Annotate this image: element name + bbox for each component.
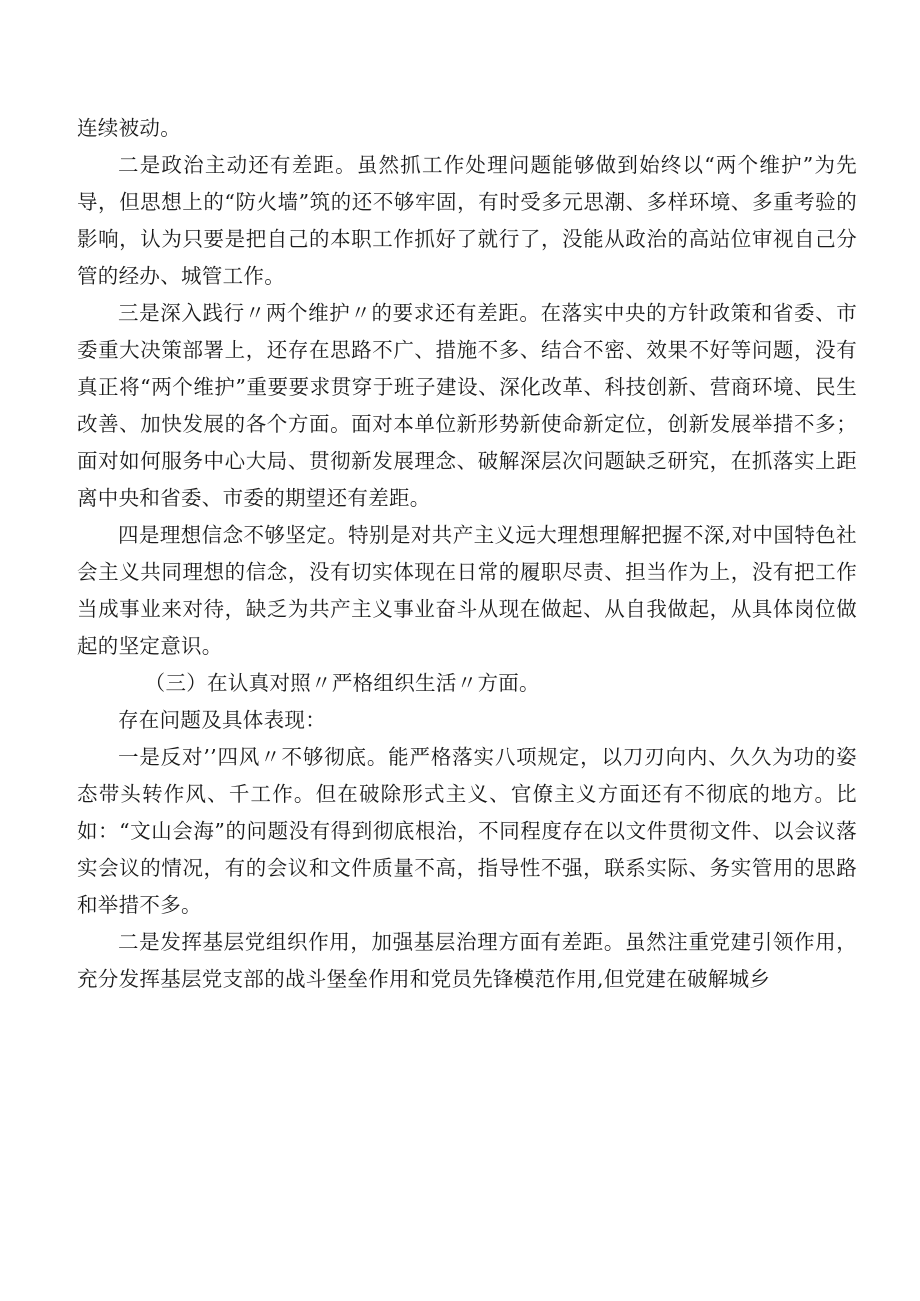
paragraph-political-initiative: 二是政治主动还有差距。虽然抓工作处理问题能够做到始终以“两个维护”为先导，但思想上的“防火墙”筑的还不够牢固，有时受多元思潮、多样环境、多重考验的影响，认为只要是把自己的本职工作抓好了就行了，没能从政治的高站位审视自己分管的经办、城管工作。 — [77, 153, 857, 288]
paragraph-grassroots-party: 二是发挥基层党组织作用，加强基层治理方面有差距。虽然注重党建引领作用，充分发挥基层党支部的战斗堡垒作用和党员先锋模范作用,但党建在破解城乡 — [77, 930, 857, 991]
section-heading-organization-life: （三）在认真对照〃严格组织生活〃方面。 — [144, 671, 540, 695]
paragraph-ideals-beliefs: 四是理想信念不够坚定。特别是对共产主义远大理想理解把握不深,对中国特色社会主义共同理想的信念，没有切实体现在日常的履职尽责、担当作为上，没有把工作当成事业来对待，缺乏为共产主义事业奋斗从现在做起、从自我做起，从具体岗位做起的坚定意识。 — [77, 523, 857, 658]
paragraph-continuation: 连续被动。 — [77, 116, 181, 140]
subheading-problems: 存在问题及具体表现： — [118, 708, 326, 732]
document-body — [77, 110, 857, 998]
paragraph-two-safeguards: 三是深入践行〃两个维护〃的要求还有差距。在落实中央的方针政策和省委、市委重大决策部署上，还存在思路不广、措施不多、结合不密、效果不好等问题，没有真正将“两个维护”重要要求贯穿于班子建设、深化改革、科技创新、营商环境、民生改善、加快发展的各个方面。面对本单位新形势新使命新定位，创新发展举措不多；面对如何服务中心大局、贯彻新发展理念、破解深层次问题缺乏研究，在抓落实上距离中央和省委、市委的期望还有差距。 — [77, 301, 857, 510]
paragraph-four-winds: 一是反对’’四风〃不够彻底。能严格落实八项规定，以刀刃向内、久久为功的姿态带头转作风、千工作。但在破除形式主义、官僚主义方面还有不彻底的地方。比如：“文山会海”的问题没有得到彻底根治，不同程度存在以文件贯彻文件、以会议落实会议的情况，有的会议和文件质量不高，指导性不强，联系实际、务实管用的思路和举措不多。 — [77, 745, 857, 917]
